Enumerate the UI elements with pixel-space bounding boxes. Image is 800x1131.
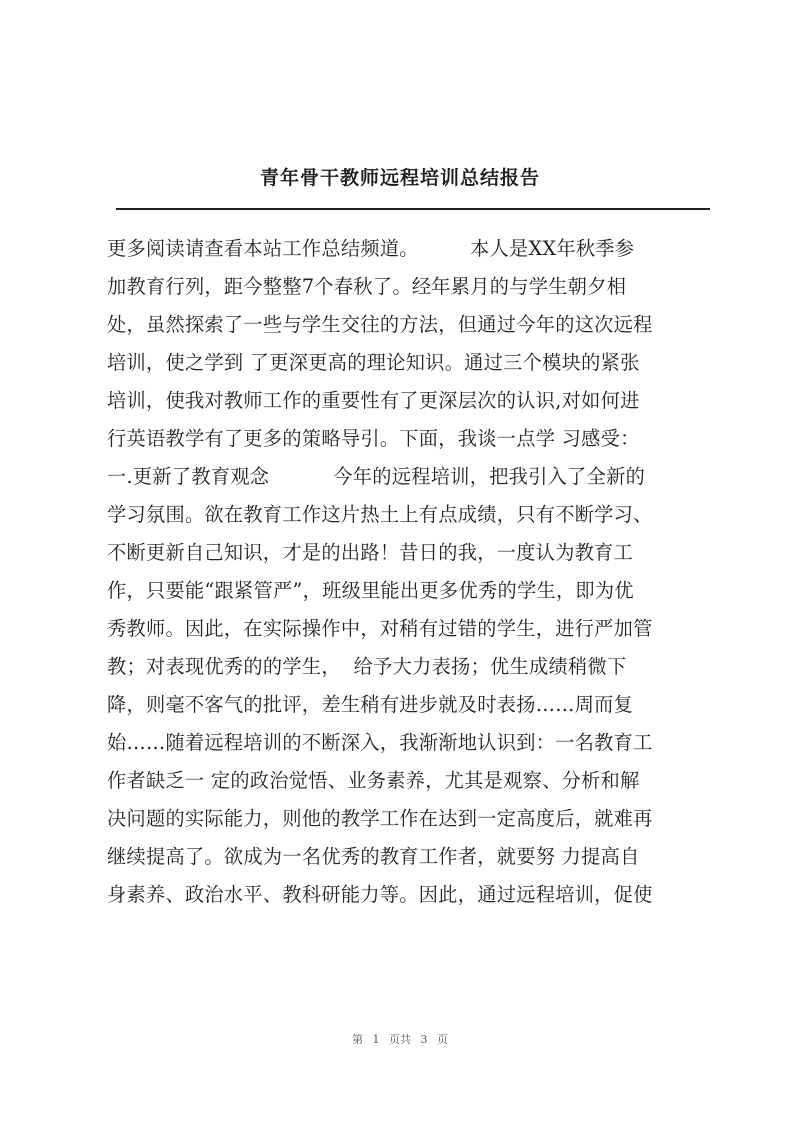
body-line: 更多阅读请查看本站工作总结频道。 本人是XX年秋季参: [107, 237, 635, 260]
body-line: 始……随着远程培训的不断深入，我渐渐地认识到：一名教育工: [107, 731, 653, 754]
body-line: 加教育行列，距今整整7个春秋了。经年累月的与学生朝夕相: [107, 275, 627, 298]
body-line: 培训，使我对教师工作的重要性有了更深层次的认识,对如何进: [107, 389, 640, 412]
body-line: 行英语教学有了更多的策略导引。下面，我谈一点学 习感受：: [107, 427, 640, 450]
document-title: 青年骨干教师远程培训总结报告: [259, 167, 540, 189]
body-line: 作，只要能“跟紧管严”，班级里能出更多优秀的学生，即为优: [107, 579, 634, 602]
body-line: 秀教师。因此，在实际操作中，对稍有过错的学生，进行严加管: [107, 617, 653, 640]
body-line: 不断更新自己知识，才是的出路！昔日的我，一度认为教育工: [107, 541, 634, 564]
body-line: 处，虽然探索了一些与学生交往的方法，但通过今年的这次远程: [107, 313, 653, 336]
body-line: 一.更新了教育观念 今年的远程培训，把我引入了全新的: [107, 465, 646, 488]
body-line: 身素养、政治水平、教科研能力等。因此，通过远程培训，促使: [107, 883, 653, 906]
body-line: 教；对表现优秀的的学生， 给予大力表扬；优生成绩稍微下: [107, 655, 627, 678]
body-line: 决问题的实际能力，则他的教学工作在达到一定高度后，就难再: [107, 807, 653, 830]
body-line: 作者缺乏一 定的政治觉悟、业务素养，尤其是观察、分析和解: [107, 769, 640, 792]
page-footer: 第 1 页共 3 页: [352, 1033, 448, 1046]
document-body: [107, 230, 719, 914]
body-line: 继续提高了。欲成为一名优秀的教育工作者，就要努 力提高自: [107, 845, 640, 868]
title-divider: [116, 208, 710, 210]
body-line: 学习氛围。欲在教育工作这片热土上有点成绩，只有不断学习、: [107, 503, 653, 526]
body-line: 降，则毫不客气的批评，差生稍有进步就及时表扬……周而复: [107, 693, 634, 716]
body-line: 培训，使之学到 了更深更高的理论知识。通过三个模块的紧张: [107, 351, 640, 374]
